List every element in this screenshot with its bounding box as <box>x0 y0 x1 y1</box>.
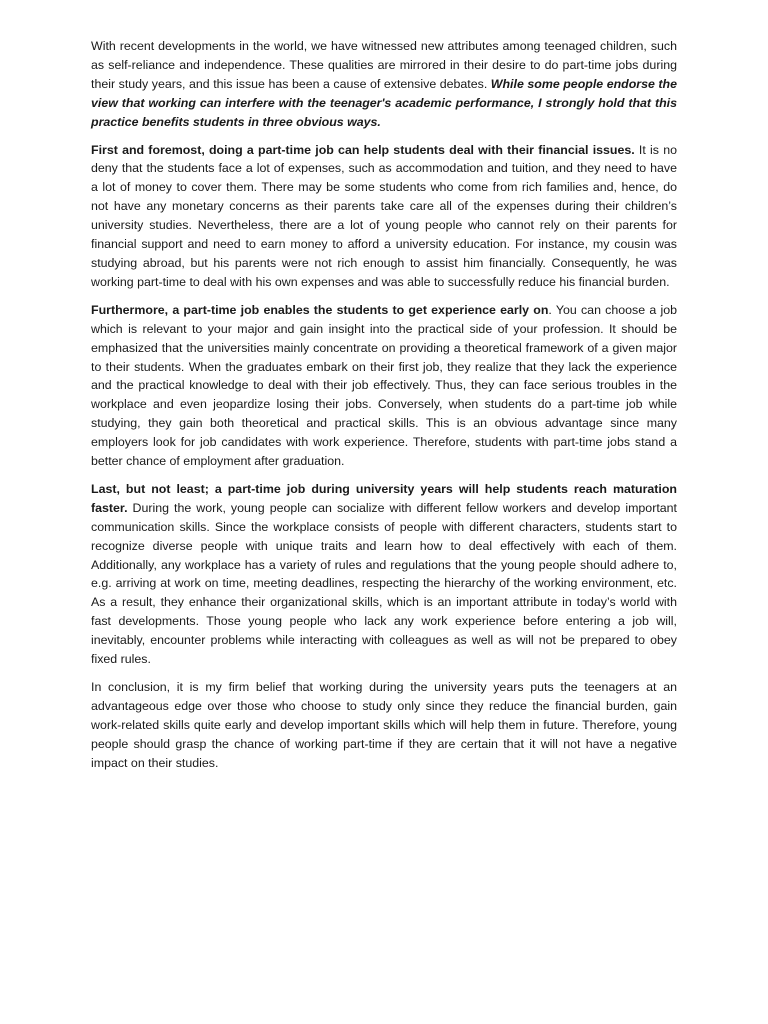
conclusion-text: In conclusion, it is my firm belief that working during the university years puts the teenagers at an advantageous edge over those who choose to study only since they reduce the financial burden, gain work-related skills quite early and develop important skills which will help them in future. Therefore, young people should grasp the chance of working part-time if they are certain that it will not have a negative impact on their studies. <box>91 680 677 770</box>
body-text-maturation: During the work, young people can socialize with different fellow workers and develop important communication skills. Since the workplace consists of people with different characters, students start to recognize diverse people with unique traits and learn how to deal effectively with each of them. Additionally, any workplace has a variety of rules and regulations that the young people should adhere to, e.g. arriving at work on time, meeting deadlines, respecting the hierarchy of the working environment, etc. As a result, they enhance their organizational skills, which is an important attribute in today’s world with fast developments. Those young people who lack any work experience before entering a job will, inevitably, encounter problems while interacting with colleagues as well as will not be prepared to obey fixed rules. <box>91 500 677 667</box>
body-text-experience: . You can choose a job which is relevant to your major and gain insight into the practical side of your profession. It should be emphasized that the universities mainly concentrate on providing a theoretical framework of a given major to their students. When the graduates embark on their first job, they realize that they lack the experience and the practical knowledge to deal with their job effectively. Thus, they can face serious troubles in the workplace and even jeopardize losing their jobs. Conversely, when students do a part-time job while studying, they gain both theoretical and practical skills. This is an obvious advantage since many employers look for job candidates with work experience. Therefore, students with part-time jobs stand a better chance of employment after graduation. <box>91 302 677 469</box>
thesis-statement: While some people endorse the view that working can interfere with the teenager's academic performance, I strongly hold that this practice benefits students in three obvious ways. <box>91 76 677 129</box>
paragraph-introduction <box>91 37 677 132</box>
topic-sentence-experience: Furthermore, a part-time job enables the students to get experience early on <box>91 302 549 317</box>
essay-body <box>91 37 677 782</box>
intro-text: With recent developments in the world, we have witnessed new attributes among teenaged children, such as self-reliance and independence. These qualities are mirrored in their desire to do part-time jobs during their study years, and this issue has been a cause of extensive debates. <box>91 39 677 91</box>
topic-sentence-financial: First and foremost, doing a part-time job can help students deal with their financial issues. <box>91 142 635 157</box>
paragraph-financial-issues <box>91 141 677 292</box>
paragraph-experience <box>91 301 677 471</box>
topic-sentence-maturation: Last, but not least; a part-time job during university years will help students reach maturation faster. <box>91 481 677 515</box>
paragraph-maturation <box>91 480 677 669</box>
body-text-financial: It is no deny that the students face a lot of expenses, such as accommodation and tuition, and they need to have a lot of money to cover them. There may be some students who come from rich families and, hence, do not have any monetary concerns as their parents take care all of the expenses during their children’s university studies. Nevertheless, there are a lot of young people who cannot rely on their parents for financial support and need to earn money to afford a university education. For instance, my cousin was studying abroad, but his parents were not rich enough to assist him financially. Consequently, he was working part-time to deal with his own expenses and was able to successfully reduce his financial burden. <box>91 142 677 289</box>
paragraph-conclusion <box>91 678 677 773</box>
